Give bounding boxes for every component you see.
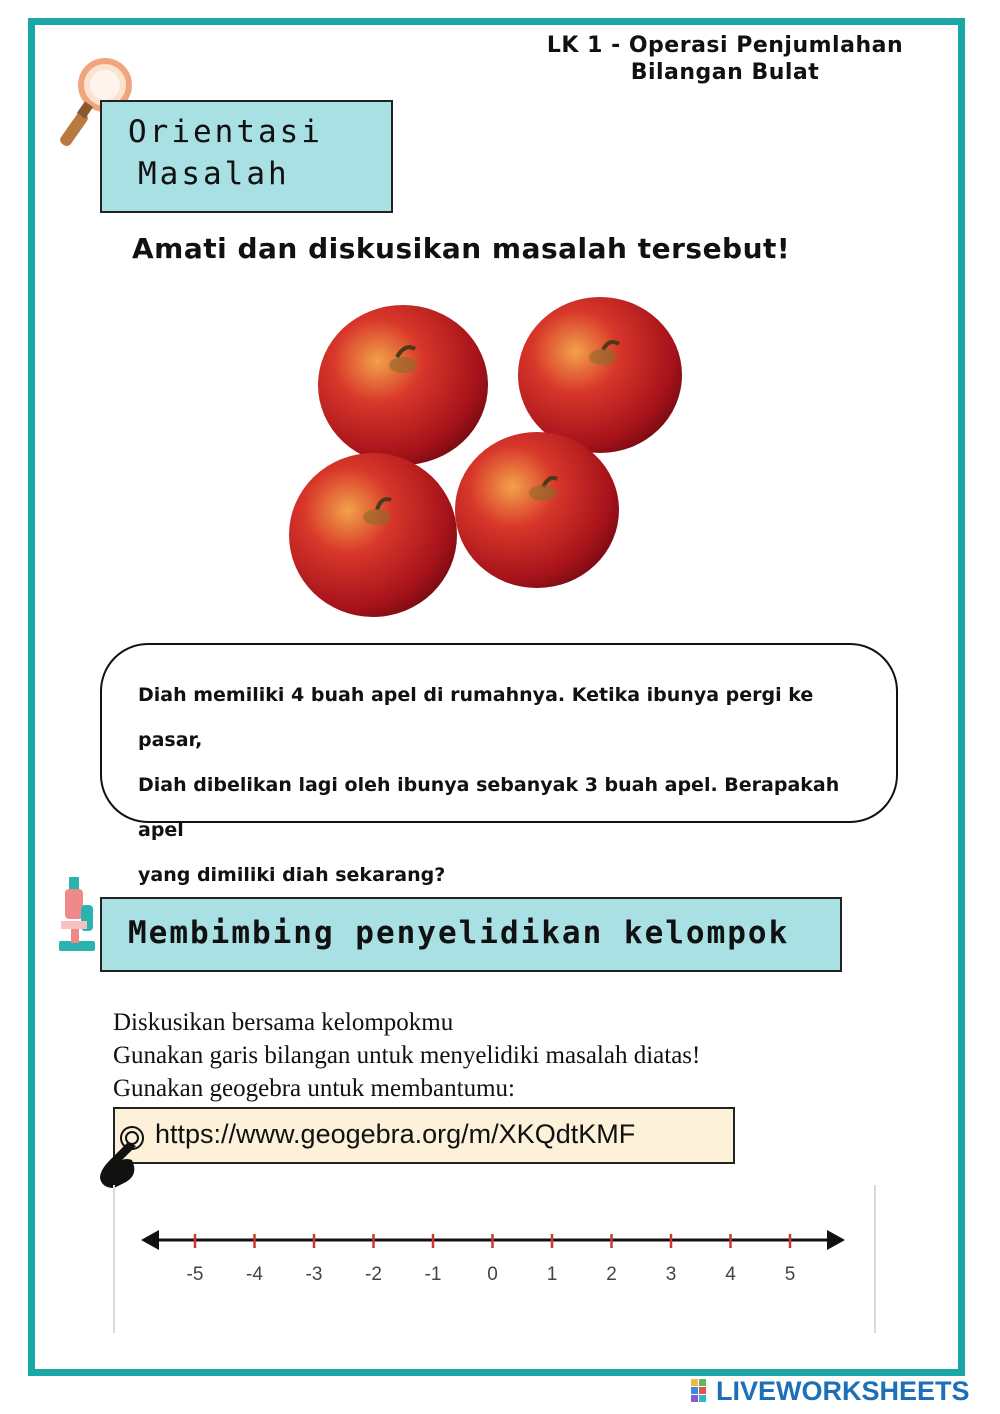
apples-image bbox=[285, 295, 695, 620]
geogebra-link-box[interactable] bbox=[113, 1107, 735, 1164]
right-arrow-icon bbox=[827, 1230, 845, 1250]
number-line-label: 0 bbox=[487, 1264, 498, 1285]
liveworksheets-logo-icon bbox=[690, 1378, 716, 1404]
number-line-label: -5 bbox=[186, 1264, 204, 1285]
pointing-hand-icon bbox=[92, 1120, 148, 1192]
number-line-label: -4 bbox=[246, 1264, 263, 1285]
worksheet-title bbox=[490, 32, 960, 86]
orientation-title-line-2: Masalah bbox=[138, 156, 290, 192]
guidance-section-header bbox=[100, 897, 842, 972]
guidance-line-2: Gunakan garis bilangan untuk menyelidiki masalah diatas! bbox=[113, 1042, 701, 1069]
number-line-label: 1 bbox=[546, 1264, 558, 1285]
title-line-2: Bilangan Bulat bbox=[630, 60, 820, 85]
number-line-label: 5 bbox=[784, 1264, 796, 1285]
left-arrow-icon bbox=[141, 1230, 159, 1250]
number-line-label: 2 bbox=[606, 1264, 617, 1285]
number-line-label: -3 bbox=[305, 1264, 323, 1285]
apple-bottom-left bbox=[289, 453, 457, 617]
guidance-line-3: Gunakan geogebra untuk membantumu: bbox=[113, 1075, 515, 1102]
apple-top-left bbox=[318, 305, 488, 465]
title-line-1: LK 1 - Operasi Penjumlahan bbox=[546, 33, 904, 58]
orientation-title-line-1: Orientasi bbox=[128, 114, 323, 150]
geogebra-link[interactable]: https://www.geogebra.org/m/XKQdtKMF bbox=[155, 1119, 636, 1149]
problem-statement-box bbox=[100, 643, 898, 886]
problem-text bbox=[138, 673, 878, 898]
number-line-label: -2 bbox=[365, 1264, 382, 1285]
guidance-instructions bbox=[113, 1006, 700, 1105]
number-line-label: 4 bbox=[725, 1264, 736, 1285]
guidance-title: Membimbing penyelidikan kelompok bbox=[128, 915, 790, 951]
number-line-label: 3 bbox=[665, 1264, 677, 1285]
number-line-label: -1 bbox=[424, 1264, 442, 1285]
apple-bottom-right bbox=[455, 432, 619, 588]
microscope-icon bbox=[55, 875, 100, 957]
problem-line-3: yang dimiliki diah sekarang? bbox=[138, 864, 446, 886]
problem-line-1: Diah memiliki 4 buah apel di rumahnya. Ketika ibunya pergi ke pasar, bbox=[138, 684, 814, 751]
orientation-section-header bbox=[100, 100, 393, 213]
instruction-text: Amati dan diskusikan masalah tersebut! bbox=[132, 232, 791, 265]
guidance-line-1: Diskusikan bersama kelompokmu bbox=[113, 1009, 454, 1036]
number-line bbox=[113, 1185, 878, 1335]
problem-line-2: Diah dibelikan lagi oleh ibunya sebanyak 3 buah apel. Berapakah apel bbox=[138, 774, 840, 841]
apple-top-right bbox=[518, 297, 682, 453]
number-line-ticks bbox=[187, 1234, 796, 1285]
footer-brand bbox=[690, 1375, 970, 1407]
liveworksheets-brand: LIVEWORKSHEETS bbox=[716, 1375, 970, 1406]
